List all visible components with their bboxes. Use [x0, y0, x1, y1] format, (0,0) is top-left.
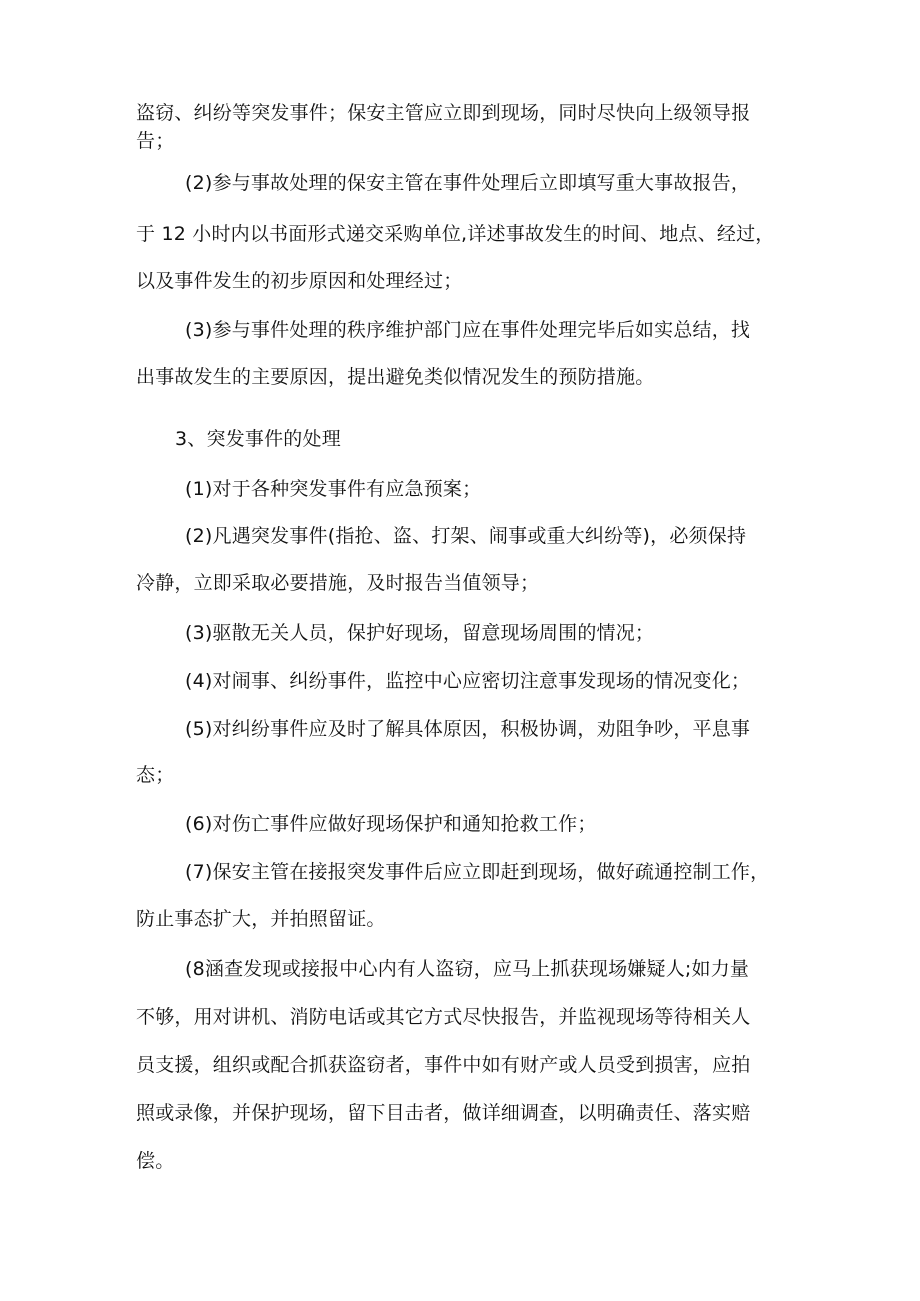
text-line-21: 员支援，组织或配合抓获盗窃者，事件中如有财产或人员受到损害，应拍 [136, 1054, 751, 1076]
text-line-13: (4)对闹事、纠纷事件，监控中心应密切注意事发现场的情况变化； [185, 670, 751, 692]
text-line-19: (8涵查发现或接报中心内有人盗窃，应马上抓获现场嫌疑人;如力量 [185, 958, 750, 980]
text-line-3: (2)参与事故处理的保安主管在事件处理后立即填写重大事故报告， [185, 172, 751, 194]
section-heading: 3、突发事件的处理 [175, 428, 341, 450]
text-line-22: 照或录像，并保护现场，留下目击者，做详细调查，以明确责任、落实赔 [136, 1102, 751, 1124]
text-line-14: (5)对纠纷事件应及时了解具体原因，积极协调，劝阻争吵，平息事 [185, 718, 751, 740]
text-line-23: 偿。 [136, 1150, 175, 1172]
text-line-11: 冷静，立即采取必要措施，及时报告当值领导； [136, 572, 540, 594]
text-line-16: (6)对伤亡事件应做好现场保护和通知抢救工作； [185, 813, 597, 835]
text-line-20: 不够，用对讲机、消防电话或其它方式尽快报告，并监视现场等待相关人 [136, 1006, 751, 1028]
text-line-10: (2)凡遇突发事件(指抢、盗、打架、闹事或重大纠纷等)，必须保持 [185, 525, 747, 547]
text-line-9: (1)对于各种突发事件有应急预案； [185, 478, 482, 500]
text-line-12: (3)驱散无关人员，保护好现场，留意现场周围的情况； [185, 622, 655, 644]
text-line-2: 告； [136, 130, 175, 152]
text-line-18: 防止事态扩大，并拍照留证。 [136, 908, 386, 930]
text-line-17: (7)保安主管在接报突发事件后应立即赶到现场，做好疏通控制工作， [185, 861, 770, 883]
text-line-5: 以及事件发生的初步原因和处理经过； [136, 270, 463, 292]
text-line-6: (3)参与事件处理的秩序维护部门应在事件处理完毕后如实总结，找 [185, 319, 751, 341]
text-line-7: 出事故发生的主要原因，提出避免类似情况发生的预防措施。 [136, 366, 655, 388]
text-line-4: 于 12 小时内以书面形式递交采购单位,详述事故发生的时间、地点、经过， [136, 223, 775, 245]
text-line-1: 盗窃、纠纷等突发事件；保安主管应立即到现场，同时尽快向上级领导报 [136, 102, 751, 124]
text-line-15: 态； [136, 764, 175, 786]
